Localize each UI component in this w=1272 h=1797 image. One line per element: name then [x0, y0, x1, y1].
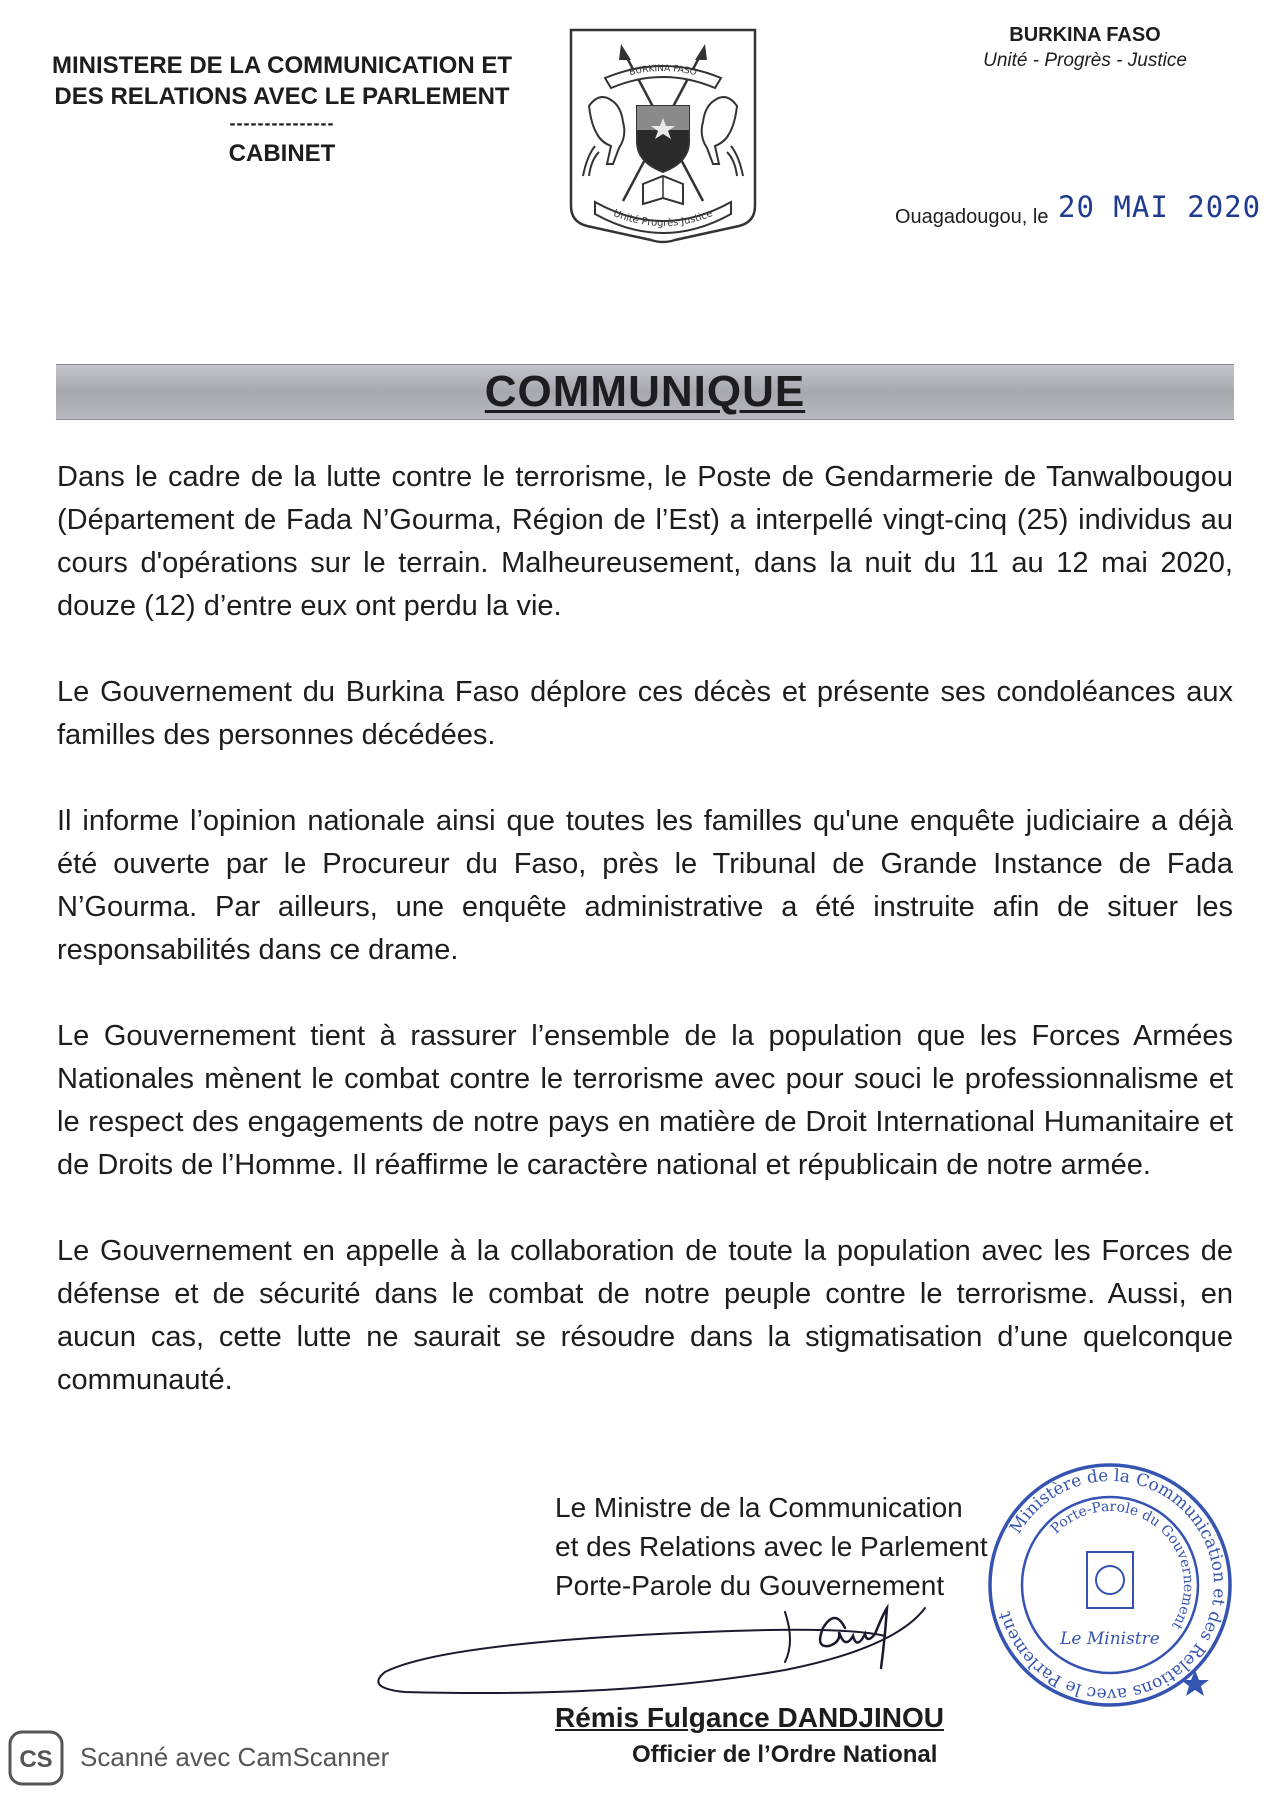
paragraph: Dans le cadre de la lutte contre le terrorisme, le Poste de Gendarmerie de Tanwalbougou (Département de Fada N’Gourma, Région de l’Est) a interpellé vingt-cinq (25) individus au cours d'opérations sur le terrain. Malheureusement, dans la nuit du 11 au 12 mai 2020, douze (12) d’entre eux ont perdu la vie.: [57, 461, 1233, 622]
date-stamp: 20 MAI 2020: [1058, 190, 1262, 224]
seal-outer-text: Ministère de la Communication et des Relations avec le Parlement: [994, 1465, 1230, 1705]
coat-of-arms-icon: [565, 26, 761, 250]
document-title: COMMUNIQUE: [484, 367, 806, 416]
paragraph: Le Gouvernement en appelle à la collaboration de toute la population avec les Forces de défense et de sécurité dans le combat de notre peuple contre le terrorisme. Aussi, en aucun cas, cette lutte ne saurait se résoudre dans la stigmatisation d’une quelconque communauté.: [57, 1235, 1233, 1396]
coa-ribbon-bottom: Unité Progrès Justice: [611, 208, 715, 230]
signer-name: Rémis Fulgance DANDJINOU: [555, 1702, 944, 1733]
paragraph: Le Gouvernement du Burkina Faso déplore ces décès et présente ses condoléances aux familles des personnes décédées.: [57, 676, 1233, 751]
signature-block: [555, 1488, 1055, 1605]
communique-body: [57, 456, 1233, 1445]
svg-text:Porte-Parole du Gouvernement: [1048, 1499, 1196, 1633]
country-name: BURKINA FASO: [1009, 24, 1161, 46]
signatory-title-line3: Porte-Parole du Gouvernement: [555, 1570, 945, 1601]
paragraph: Le Gouvernement tient à rassurer l’ensemble de la population que les Forces Armées Nationales mènent le combat contre le terrorisme avec pour souci le professionnalisme et le respect des engagements de notre pays en matière de Droit International Humanitaire et de Droits de l’Homme. Il réaffirme le caractère national et républicain de notre armée.: [57, 1020, 1233, 1181]
title-banner: [56, 364, 1234, 420]
country-motto: Unité - Progrès - Justice: [983, 50, 1187, 71]
paragraph: Il informe l’opinion nationale ainsi que toutes les familles qu'une enquête judiciaire a déjà été ouverte par le Procureur du Faso, près le Tribunal de Grande Instance de Fada N’Gourma. Par ailleurs, une enquête administrative a été instruite afin de situer les responsabilités dans ce drame.: [57, 805, 1233, 966]
cabinet-label: CABINET: [228, 140, 336, 167]
place-label: Ouagadougou, le: [895, 206, 1049, 228]
camscanner-logo-text: CS: [19, 1746, 53, 1773]
ministry-name-line1: MINISTERE DE LA COMMUNICATION ET: [52, 52, 512, 79]
handwritten-signature: [365, 1600, 1025, 1705]
signatory-title-line1: Le Ministre de la Communication: [555, 1492, 963, 1523]
ministry-header: [22, 50, 542, 169]
seal-center-text: Le Ministre: [1060, 1629, 1160, 1649]
scanner-watermark: Scanné avec CamScanner: [80, 1742, 390, 1772]
camscanner-icon: [8, 1730, 64, 1786]
seal-inner-text: Porte-Parole du Gouvernement: [1047, 1498, 1197, 1633]
signatory-title-line2: et des Relations avec le Parlement: [555, 1531, 988, 1562]
country-header: [955, 22, 1215, 74]
dateline: [895, 190, 1262, 230]
coa-ribbon-top: BURKINA FASO: [628, 63, 698, 79]
signer-rank: Officier de l’Ordre National: [632, 1741, 938, 1768]
ministry-name-line2: DES RELATIONS AVEC LE PARLEMENT: [54, 83, 510, 110]
header-separator: ---------------: [229, 113, 335, 133]
